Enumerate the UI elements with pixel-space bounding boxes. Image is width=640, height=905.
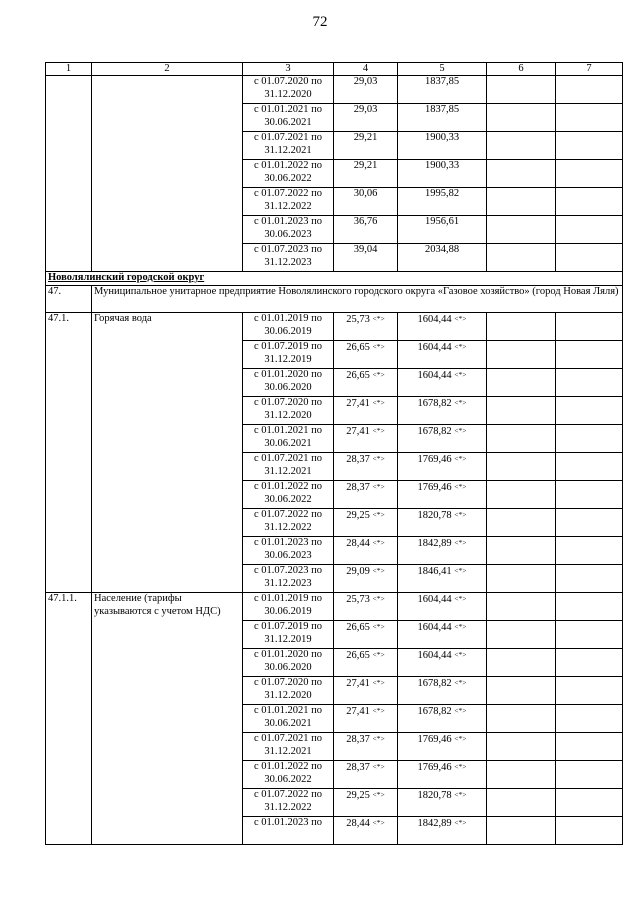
tariff-value-cell bbox=[334, 104, 398, 132]
tariff-value-cell-value: 30,06 bbox=[353, 188, 378, 199]
tariff-amount-cell bbox=[398, 593, 487, 621]
tariff-amount-cell bbox=[398, 188, 487, 216]
footnote-mark: <*> bbox=[454, 650, 467, 659]
tariff-amount-cell bbox=[398, 481, 487, 509]
tariff-value-cell-value: 26,65 bbox=[346, 370, 370, 381]
empty-cell-7 bbox=[556, 565, 623, 593]
tariff-value-cell-value: 25,73 bbox=[346, 314, 370, 325]
tariff-value-cell bbox=[334, 761, 398, 789]
empty-cell-6 bbox=[487, 160, 556, 188]
tariff-amount-cell-value: 1604,44 bbox=[417, 370, 452, 381]
empty-cell-7 bbox=[556, 425, 623, 453]
empty-cell-6 bbox=[487, 481, 556, 509]
tariff-value-cell-value: 29,21 bbox=[353, 132, 378, 143]
tariff-amount-cell bbox=[398, 160, 487, 188]
tariff-value-cell bbox=[334, 216, 398, 244]
tariff-amount-cell bbox=[398, 705, 487, 733]
tariff-value-cell bbox=[334, 537, 398, 565]
empty-cell-6 bbox=[487, 313, 556, 341]
tariff-amount-cell-value: 1956,61 bbox=[424, 216, 460, 227]
tariff-value-cell bbox=[334, 244, 398, 272]
footnote-mark: <*> bbox=[372, 454, 385, 463]
tariff-amount-cell bbox=[398, 537, 487, 565]
footnote-mark: <*> bbox=[372, 594, 385, 603]
empty-cell-7 bbox=[556, 160, 623, 188]
organization-row bbox=[46, 286, 623, 313]
column-header-7: 7 bbox=[556, 63, 623, 76]
footnote-mark: <*> bbox=[372, 342, 385, 351]
footnote-mark: <*> bbox=[372, 426, 385, 435]
footnote-mark: <*> bbox=[454, 370, 467, 379]
footnote-mark: <*> bbox=[372, 762, 385, 771]
tariff-value-cell-value: 36,76 bbox=[353, 216, 378, 227]
tariff-value-cell-value: 28,37 bbox=[346, 734, 370, 745]
tariff-amount-cell-value: 1820,78 bbox=[417, 510, 452, 521]
period-cell: с 01.07.2023 по 31.12.2023 bbox=[243, 244, 334, 272]
tariff-amount-cell-value: 1769,46 bbox=[417, 762, 452, 773]
tariff-value-cell-value: 29,21 bbox=[353, 160, 378, 171]
tariff-amount-cell-value: 1900,33 bbox=[424, 132, 460, 143]
footnote-mark: <*> bbox=[454, 398, 467, 407]
tariff-value-cell-value: 28,37 bbox=[346, 762, 370, 773]
empty-cell-7 bbox=[556, 397, 623, 425]
tariff-value-cell-value: 39,04 bbox=[353, 244, 378, 255]
tariff-value-cell bbox=[334, 313, 398, 341]
tariff-value-cell bbox=[334, 453, 398, 481]
tariff-amount-cell-value: 1604,44 bbox=[417, 650, 452, 661]
empty-cell-7 bbox=[556, 76, 623, 104]
period-cell: с 01.01.2022 по 30.06.2022 bbox=[243, 481, 334, 509]
item-number: 47.1. bbox=[46, 313, 92, 593]
footnote-mark: <*> bbox=[454, 594, 467, 603]
section-title: Новолялинский городской округ bbox=[46, 272, 623, 286]
tariff-amount-cell-value: 1604,44 bbox=[417, 594, 452, 605]
tariff-amount-cell-value: 1995,82 bbox=[424, 188, 460, 199]
tariff-amount-cell-value: 1678,82 bbox=[417, 678, 452, 689]
period-cell: с 01.07.2020 по 31.12.2020 bbox=[243, 76, 334, 104]
tariff-value-cell bbox=[334, 789, 398, 817]
empty-cell-6 bbox=[487, 216, 556, 244]
table-row bbox=[46, 76, 623, 104]
period-cell: с 01.01.2021 по 30.06.2021 bbox=[243, 425, 334, 453]
tariff-value-cell-value: 29,25 bbox=[346, 790, 370, 801]
empty-cell-7 bbox=[556, 216, 623, 244]
empty-cell-6 bbox=[487, 453, 556, 481]
period-cell: с 01.01.2019 по 30.06.2019 bbox=[243, 313, 334, 341]
organization-name: Муниципальное унитарное предприятие Новолялинского городского округа «Газовое хозяйство» (город Новая Ляля) bbox=[92, 286, 623, 313]
footnote-mark: <*> bbox=[372, 482, 385, 491]
tariff-value-cell bbox=[334, 705, 398, 733]
empty-cell-6 bbox=[487, 649, 556, 677]
tariff-value-cell bbox=[334, 565, 398, 593]
footnote-mark: <*> bbox=[454, 818, 467, 827]
footnote-mark: <*> bbox=[454, 678, 467, 687]
period-cell: с 01.01.2022 по 30.06.2022 bbox=[243, 761, 334, 789]
footnote-mark: <*> bbox=[372, 818, 385, 827]
tariff-value-cell bbox=[334, 132, 398, 160]
table-row bbox=[46, 593, 623, 621]
period-cell: с 01.07.2020 по 31.12.2020 bbox=[243, 677, 334, 705]
empty-cell-7 bbox=[556, 509, 623, 537]
tariff-value-cell bbox=[334, 733, 398, 761]
item-number: 47.1.1. bbox=[46, 593, 92, 845]
tariff-value-cell bbox=[334, 160, 398, 188]
column-header-1: 1 bbox=[46, 63, 92, 76]
tariff-amount-cell-value: 1837,85 bbox=[424, 76, 460, 87]
empty-cell-7 bbox=[556, 593, 623, 621]
footnote-mark: <*> bbox=[454, 454, 467, 463]
period-cell: с 01.01.2023 по 30.06.2023 bbox=[243, 537, 334, 565]
item-number bbox=[46, 76, 92, 272]
tariff-amount-cell bbox=[398, 425, 487, 453]
period-cell: с 01.01.2020 по 30.06.2020 bbox=[243, 649, 334, 677]
empty-cell-7 bbox=[556, 537, 623, 565]
tariff-value-cell bbox=[334, 509, 398, 537]
period-cell: с 01.07.2022 по 31.12.2022 bbox=[243, 789, 334, 817]
footnote-mark: <*> bbox=[372, 370, 385, 379]
page-number: 72 bbox=[312, 14, 328, 30]
tariff-amount-cell-value: 1769,46 bbox=[417, 454, 452, 465]
tariff-value-cell-value: 26,65 bbox=[346, 342, 370, 353]
tariff-amount-cell-value: 1820,78 bbox=[417, 790, 452, 801]
tariff-amount-cell-value: 1842,89 bbox=[417, 818, 452, 829]
empty-cell-6 bbox=[487, 76, 556, 104]
footnote-mark: <*> bbox=[372, 566, 385, 575]
tariff-amount-cell-value: 1678,82 bbox=[417, 398, 452, 409]
period-cell: с 01.07.2023 по 31.12.2023 bbox=[243, 565, 334, 593]
tariff-amount-cell bbox=[398, 76, 487, 104]
item-name: Население (тарифы указываются с учетом НДС) bbox=[92, 593, 243, 845]
empty-cell-6 bbox=[487, 537, 556, 565]
empty-cell-6 bbox=[487, 761, 556, 789]
footnote-mark: <*> bbox=[372, 538, 385, 547]
tariff-amount-cell-value: 1846,41 bbox=[417, 566, 452, 577]
period-cell: с 01.07.2021 по 31.12.2021 bbox=[243, 132, 334, 160]
period-cell: с 01.07.2019 по 31.12.2019 bbox=[243, 621, 334, 649]
tariff-amount-cell bbox=[398, 341, 487, 369]
period-cell: с 01.01.2020 по 30.06.2020 bbox=[243, 369, 334, 397]
tariff-value-cell bbox=[334, 649, 398, 677]
footnote-mark: <*> bbox=[372, 706, 385, 715]
period-cell: с 01.07.2021 по 31.12.2021 bbox=[243, 733, 334, 761]
empty-cell-6 bbox=[487, 705, 556, 733]
empty-cell-7 bbox=[556, 104, 623, 132]
empty-cell-6 bbox=[487, 621, 556, 649]
column-header-3: 3 bbox=[243, 63, 334, 76]
table-row bbox=[46, 313, 623, 341]
footnote-mark: <*> bbox=[372, 510, 385, 519]
tariff-value-cell-value: 26,65 bbox=[346, 650, 370, 661]
tariff-amount-cell bbox=[398, 789, 487, 817]
footnote-mark: <*> bbox=[372, 650, 385, 659]
empty-cell-6 bbox=[487, 733, 556, 761]
period-cell: с 01.07.2022 по 31.12.2022 bbox=[243, 509, 334, 537]
footnote-mark: <*> bbox=[454, 734, 467, 743]
empty-cell-6 bbox=[487, 789, 556, 817]
empty-cell-6 bbox=[487, 593, 556, 621]
item-name bbox=[92, 76, 243, 272]
tariff-value-cell-value: 26,65 bbox=[346, 622, 370, 633]
empty-cell-7 bbox=[556, 341, 623, 369]
tariff-amount-cell bbox=[398, 132, 487, 160]
tariff-amount-cell-value: 1604,44 bbox=[417, 622, 452, 633]
tariff-amount-cell bbox=[398, 677, 487, 705]
footnote-mark: <*> bbox=[372, 734, 385, 743]
tariff-value-cell bbox=[334, 677, 398, 705]
tariff-value-cell bbox=[334, 425, 398, 453]
footnote-mark: <*> bbox=[372, 622, 385, 631]
tariff-value-cell bbox=[334, 397, 398, 425]
tariff-value-cell-value: 28,37 bbox=[346, 482, 370, 493]
empty-cell-7 bbox=[556, 677, 623, 705]
empty-cell-7 bbox=[556, 733, 623, 761]
tariff-amount-cell bbox=[398, 244, 487, 272]
empty-cell-7 bbox=[556, 313, 623, 341]
tariff-table bbox=[45, 62, 623, 845]
empty-cell-7 bbox=[556, 369, 623, 397]
footnote-mark: <*> bbox=[454, 566, 467, 575]
footnote-mark: <*> bbox=[454, 314, 467, 323]
tariff-amount-cell bbox=[398, 649, 487, 677]
tariff-amount-cell-value: 1769,46 bbox=[417, 734, 452, 745]
tariff-value-cell-value: 28,44 bbox=[346, 818, 370, 829]
column-header-2: 2 bbox=[92, 63, 243, 76]
tariff-value-cell bbox=[334, 593, 398, 621]
empty-cell-6 bbox=[487, 425, 556, 453]
empty-cell-7 bbox=[556, 481, 623, 509]
tariff-value-cell bbox=[334, 76, 398, 104]
period-cell: с 01.01.2023 по 30.06.2023 bbox=[243, 216, 334, 244]
tariff-value-cell-value: 29,03 bbox=[353, 104, 378, 115]
tariff-value-cell-value: 27,41 bbox=[346, 678, 370, 689]
tariff-amount-cell bbox=[398, 313, 487, 341]
tariff-value-cell bbox=[334, 188, 398, 216]
period-cell: с 01.07.2020 по 31.12.2020 bbox=[243, 397, 334, 425]
empty-cell-6 bbox=[487, 188, 556, 216]
footnote-mark: <*> bbox=[454, 790, 467, 799]
empty-cell-6 bbox=[487, 132, 556, 160]
period-cell: с 01.01.2022 по 30.06.2022 bbox=[243, 160, 334, 188]
footnote-mark: <*> bbox=[454, 482, 467, 491]
empty-cell-7 bbox=[556, 453, 623, 481]
tariff-amount-cell-value: 1678,82 bbox=[417, 426, 452, 437]
tariff-value-cell-value: 27,41 bbox=[346, 398, 370, 409]
empty-cell-7 bbox=[556, 789, 623, 817]
empty-cell-6 bbox=[487, 369, 556, 397]
footnote-mark: <*> bbox=[372, 790, 385, 799]
footnote-mark: <*> bbox=[454, 706, 467, 715]
tariff-amount-cell bbox=[398, 621, 487, 649]
empty-cell-7 bbox=[556, 817, 623, 845]
tariff-amount-cell bbox=[398, 509, 487, 537]
tariff-amount-cell bbox=[398, 453, 487, 481]
period-cell: с 01.07.2021 по 31.12.2021 bbox=[243, 453, 334, 481]
period-cell: с 01.07.2019 по 31.12.2019 bbox=[243, 341, 334, 369]
footnote-mark: <*> bbox=[454, 342, 467, 351]
tariff-amount-cell bbox=[398, 216, 487, 244]
tariff-amount-cell-value: 1604,44 bbox=[417, 342, 452, 353]
tariff-value-cell-value: 28,44 bbox=[346, 538, 370, 549]
tariff-amount-cell-value: 2034,88 bbox=[424, 244, 460, 255]
column-header-row bbox=[46, 63, 623, 76]
tariff-value-cell bbox=[334, 817, 398, 845]
footnote-mark: <*> bbox=[454, 510, 467, 519]
item-name: Горячая вода bbox=[92, 313, 243, 593]
empty-cell-7 bbox=[556, 649, 623, 677]
empty-cell-7 bbox=[556, 132, 623, 160]
organization-number: 47. bbox=[46, 286, 92, 313]
tariff-amount-cell bbox=[398, 817, 487, 845]
tariff-amount-cell bbox=[398, 761, 487, 789]
tariff-value-cell-value: 29,25 bbox=[346, 510, 370, 521]
footnote-mark: <*> bbox=[454, 762, 467, 771]
period-cell: с 01.01.2021 по 30.06.2021 bbox=[243, 104, 334, 132]
empty-cell-6 bbox=[487, 817, 556, 845]
section-row bbox=[46, 272, 623, 286]
tariff-value-cell bbox=[334, 369, 398, 397]
footnote-mark: <*> bbox=[454, 426, 467, 435]
tariff-amount-cell-value: 1842,89 bbox=[417, 538, 452, 549]
tariff-amount-cell-value: 1837,85 bbox=[424, 104, 460, 115]
tariff-value-cell-value: 28,37 bbox=[346, 454, 370, 465]
tariff-amount-cell bbox=[398, 369, 487, 397]
tariff-amount-cell-value: 1900,33 bbox=[424, 160, 460, 171]
empty-cell-6 bbox=[487, 104, 556, 132]
tariff-value-cell-value: 27,41 bbox=[346, 426, 370, 437]
tariff-amount-cell bbox=[398, 565, 487, 593]
column-header-6: 6 bbox=[487, 63, 556, 76]
footnote-mark: <*> bbox=[372, 678, 385, 687]
tariff-amount-cell-value: 1678,82 bbox=[417, 706, 452, 717]
tariff-value-cell bbox=[334, 481, 398, 509]
footnote-mark: <*> bbox=[372, 398, 385, 407]
empty-cell-6 bbox=[487, 341, 556, 369]
column-header-5: 5 bbox=[398, 63, 487, 76]
period-cell: с 01.01.2021 по 30.06.2021 bbox=[243, 705, 334, 733]
empty-cell-6 bbox=[487, 677, 556, 705]
tariff-value-cell-value: 29,03 bbox=[353, 76, 378, 87]
tariff-table-body bbox=[46, 63, 623, 845]
period-cell: с 01.01.2023 по bbox=[243, 817, 334, 845]
tariff-value-cell-value: 27,41 bbox=[346, 706, 370, 717]
column-header-4: 4 bbox=[334, 63, 398, 76]
empty-cell-7 bbox=[556, 621, 623, 649]
empty-cell-7 bbox=[556, 705, 623, 733]
period-cell: с 01.07.2022 по 31.12.2022 bbox=[243, 188, 334, 216]
empty-cell-6 bbox=[487, 509, 556, 537]
tariff-value-cell-value: 25,73 bbox=[346, 594, 370, 605]
empty-cell-6 bbox=[487, 397, 556, 425]
empty-cell-7 bbox=[556, 761, 623, 789]
tariff-amount-cell-value: 1769,46 bbox=[417, 482, 452, 493]
tariff-amount-cell bbox=[398, 397, 487, 425]
empty-cell-6 bbox=[487, 244, 556, 272]
empty-cell-7 bbox=[556, 188, 623, 216]
tariff-amount-cell-value: 1604,44 bbox=[417, 314, 452, 325]
footnote-mark: <*> bbox=[454, 622, 467, 631]
tariff-value-cell-value: 29,09 bbox=[346, 566, 370, 577]
footnote-mark: <*> bbox=[454, 538, 467, 547]
tariff-amount-cell bbox=[398, 733, 487, 761]
empty-cell-7 bbox=[556, 244, 623, 272]
tariff-value-cell bbox=[334, 341, 398, 369]
empty-cell-6 bbox=[487, 565, 556, 593]
footnote-mark: <*> bbox=[372, 314, 385, 323]
tariff-value-cell bbox=[334, 621, 398, 649]
period-cell: с 01.01.2019 по 30.06.2019 bbox=[243, 593, 334, 621]
tariff-amount-cell bbox=[398, 104, 487, 132]
